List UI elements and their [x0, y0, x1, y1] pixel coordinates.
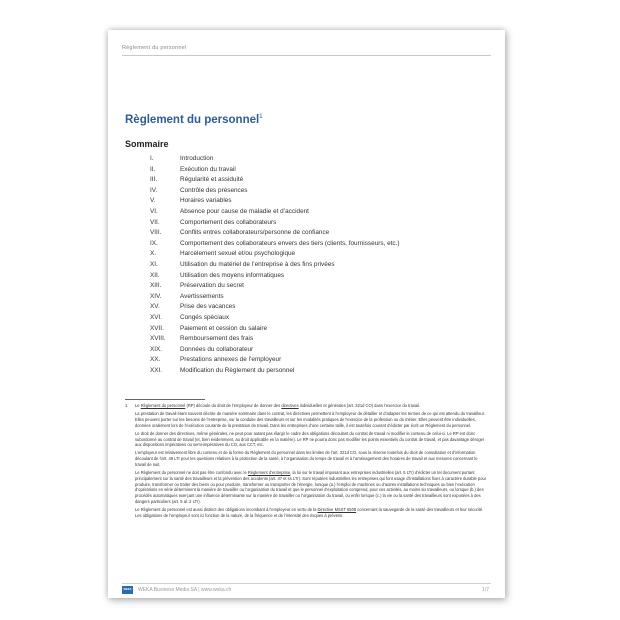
weka-logo: WEKA [122, 586, 133, 594]
document-page [108, 30, 505, 598]
toc-item-label: Prise des vacances [180, 303, 236, 311]
link-directives[interactable]: directives [281, 403, 299, 408]
footnote-divider [125, 399, 205, 400]
toc-item-number: VII. [150, 218, 160, 226]
toc-item-number: VI. [150, 207, 158, 215]
toc-item-number: I. [150, 155, 154, 162]
toc-item-label: Comportement des collaborateurs [180, 218, 277, 226]
document-title [125, 114, 263, 126]
footnote-paragraph: Le Règlement du personnel (RP) découle du droit de l’employeur de donner des directives individuelles et générales (art. 321d CO) dans l’exercice du travail. [135, 403, 421, 408]
footnotes [125, 403, 489, 523]
toc-item-label: Avertissements [180, 292, 224, 300]
toc-item-number: XVII. [150, 324, 164, 332]
toc-item-label: Utilisation du matériel de l’entreprise à des fins privées [180, 260, 335, 268]
footnote-text: concernant la sauvegarde de la santé des travailleurs et leur sécurité. Les obligations de l’employeur sont ici fonction de la nature, de la fréquence et de l’intensité des risques à prévenir. [135, 506, 484, 518]
footnote-paragraph [135, 507, 489, 519]
toc-item-label: Horaires variables [180, 197, 232, 205]
footnote-text: Le Règlement du personnel ne doit pas être confondu avec le [135, 470, 248, 476]
toc-item-number: III. [150, 176, 158, 184]
toc-item-number: XX. [150, 356, 161, 364]
toc-item-number: XI. [150, 260, 158, 268]
toc-item-label: Harcèlement sexuel et/ou psychologique [180, 250, 296, 258]
toc-item-number: XIX. [150, 345, 163, 353]
toc-heading: Sommaire [125, 139, 169, 149]
toc-item-label: Préservation du secret [180, 282, 244, 290]
footnote-paragraph: Le droit de donner des directives, même générales, ne peut pour autant pas élargir le cadre des obligations découlant du contrat de travail ni modifier le contenu de celui-ci. Le RP est donc subordonné au contrat de travail (et, bien évidemment, au droit applicable en la matière). Le RP ne pourra donc pas modifier les points essentiels du contrat de travail, et pas davantage déroger aux dispositions impératives ou semi-impératives du CO, aux CCT, etc. [135, 430, 485, 448]
footnote-body [135, 403, 489, 521]
footnote-text: individuelles et générales (art. 321d CO) dans l’exercice du travail. [298, 403, 421, 408]
link-reglement-personnel[interactable]: Règlement du personnel [140, 403, 186, 408]
link-reglement-entreprise[interactable]: Règlement d’entreprise [247, 470, 291, 476]
footnote-text: Le Règlement du personnel est aussi distinct des obligations incombant à l’employeur en vertu de la [135, 506, 318, 512]
toc-item-number: XII. [150, 271, 160, 279]
footnote-text: , la loi sur le travail imposant aux entreprises industrielles (art. 5 LTr) d’édicter un tel document portant principalement sur la santé des travailleurs et la prévention des accidents (art. 37 et ss LTr). Sont réputées industrielles les entreprises qui font usage d’installations fixes à caractère durable pour produire, transformer ou traiter des biens ou pour produire, transformer ou transporter de l’énergie, lorsque (a.) l’emploi de machines ou d’autres installations techniques ou bien l’exécution d’opérations en série déterminent la manière de travailler ou l’organisation du travail et que le personnel d’exploitation comprend, pour ces activités, au moins six travailleurs, ou lorsque (b.) des procédés automatiques exerçant une influence déterminante sur la manière de travailler ou l’organisation du travail, ou enfin lorsque (c.) la vie ou la santé des travailleurs sont exposées à des dangers particuliers (art. 5 al. 2 LTr). [135, 470, 487, 504]
toc-item-number: XVIII. [150, 335, 166, 343]
toc-item-number: XV. [150, 303, 160, 311]
toc-item-label: Prestations annexes de l’employeur [180, 356, 282, 364]
toc-item-number: IX. [150, 239, 158, 247]
toc-item-number: XVI. [150, 313, 163, 321]
toc-item-label: Introduction [180, 155, 214, 162]
header-divider [122, 55, 491, 56]
toc-item-label: Paiement et cession du salaire [180, 324, 268, 332]
toc-item-number: VIII. [150, 229, 162, 237]
footnote-mark: 1 [125, 403, 128, 408]
toc-item-number: IV. [150, 186, 158, 194]
toc-item-label: Comportement des collaborateurs envers des tiers (clients, fournisseurs, etc.) [180, 239, 400, 247]
toc-item-label: Congés spéciaux [180, 313, 230, 321]
toc-item-label: Utilisation des moyens informatiques [180, 271, 285, 279]
toc-item-label: Contrôle des présences [180, 186, 248, 194]
footer-text: WEKA Business Media SA | www.weka.ch [138, 587, 232, 593]
page-number: 1/7 [482, 587, 489, 593]
toc-item-number: II. [150, 165, 156, 173]
toc-item-number: X. [150, 250, 157, 258]
title-footnote-ref[interactable]: 1 [259, 114, 263, 121]
toc-item-label: Exécution du travail [180, 165, 236, 173]
toc-item-label: Remboursement des frais [180, 335, 254, 343]
toc-item-number: XIV. [150, 292, 162, 300]
footnote-paragraph [135, 470, 489, 505]
footnote-1 [125, 403, 489, 521]
footnote-paragraph: L’employeur est relativement libre du contenu et de la forme du Règlement du personnel dans les limites de l’art. 321d CO, sous la réserve toutefois du droit de consultation et d’information découlant de l’art. 48 LTr pour les questions relatives à la protection de la santé, à l’organisation du temps de travail et à l’aménagement des horaires de travail et aux mesures concernant le travail de nuit. [135, 450, 478, 467]
footer-divider [122, 583, 491, 584]
toc-item-label: Conflits entres collaborateurs/personne de confiance [180, 229, 330, 237]
toc-item-label: Modification du Règlement du personnel [180, 366, 295, 374]
document-title-text: Règlement du personnel [125, 114, 260, 126]
footnote-paragraph: La prestation de travail étant souvent décrite de manière sommaire dans le contrat, les directives permettent à l’employeur de détailler et d’adapter les termes de ce qui est attendu du travailleur. Elles peuvent porter sur les besoins de l’entreprise, sur la conduite des travailleurs et sur les modalités pratiques de l’exercice de la profession ou du métier. Elles peuvent être individuelles, données oralement lors de l’exécution courante de la prestation de travail. Dans les entreprises d’une certaine taille, il est toutefois courant d’édicter par écrit un Règlement du personnel. [135, 411, 485, 428]
toc-item-label: Données du collaborateur [180, 345, 254, 353]
toc-item-number: XIII. [150, 282, 162, 290]
running-header: Règlement du personnel [122, 45, 187, 51]
toc-item-number: V. [150, 197, 156, 205]
link-directive-msst[interactable]: Directive MSST 6508 [317, 506, 357, 512]
toc-item-label: Régularité et assiduité [180, 176, 244, 184]
footnote-text: (RP) découle du droit de l’employeur de donner des [185, 403, 282, 408]
toc-item-label: Absence pour cause de maladie et d’accident [180, 207, 309, 215]
toc-item-number: XXI. [150, 366, 163, 374]
